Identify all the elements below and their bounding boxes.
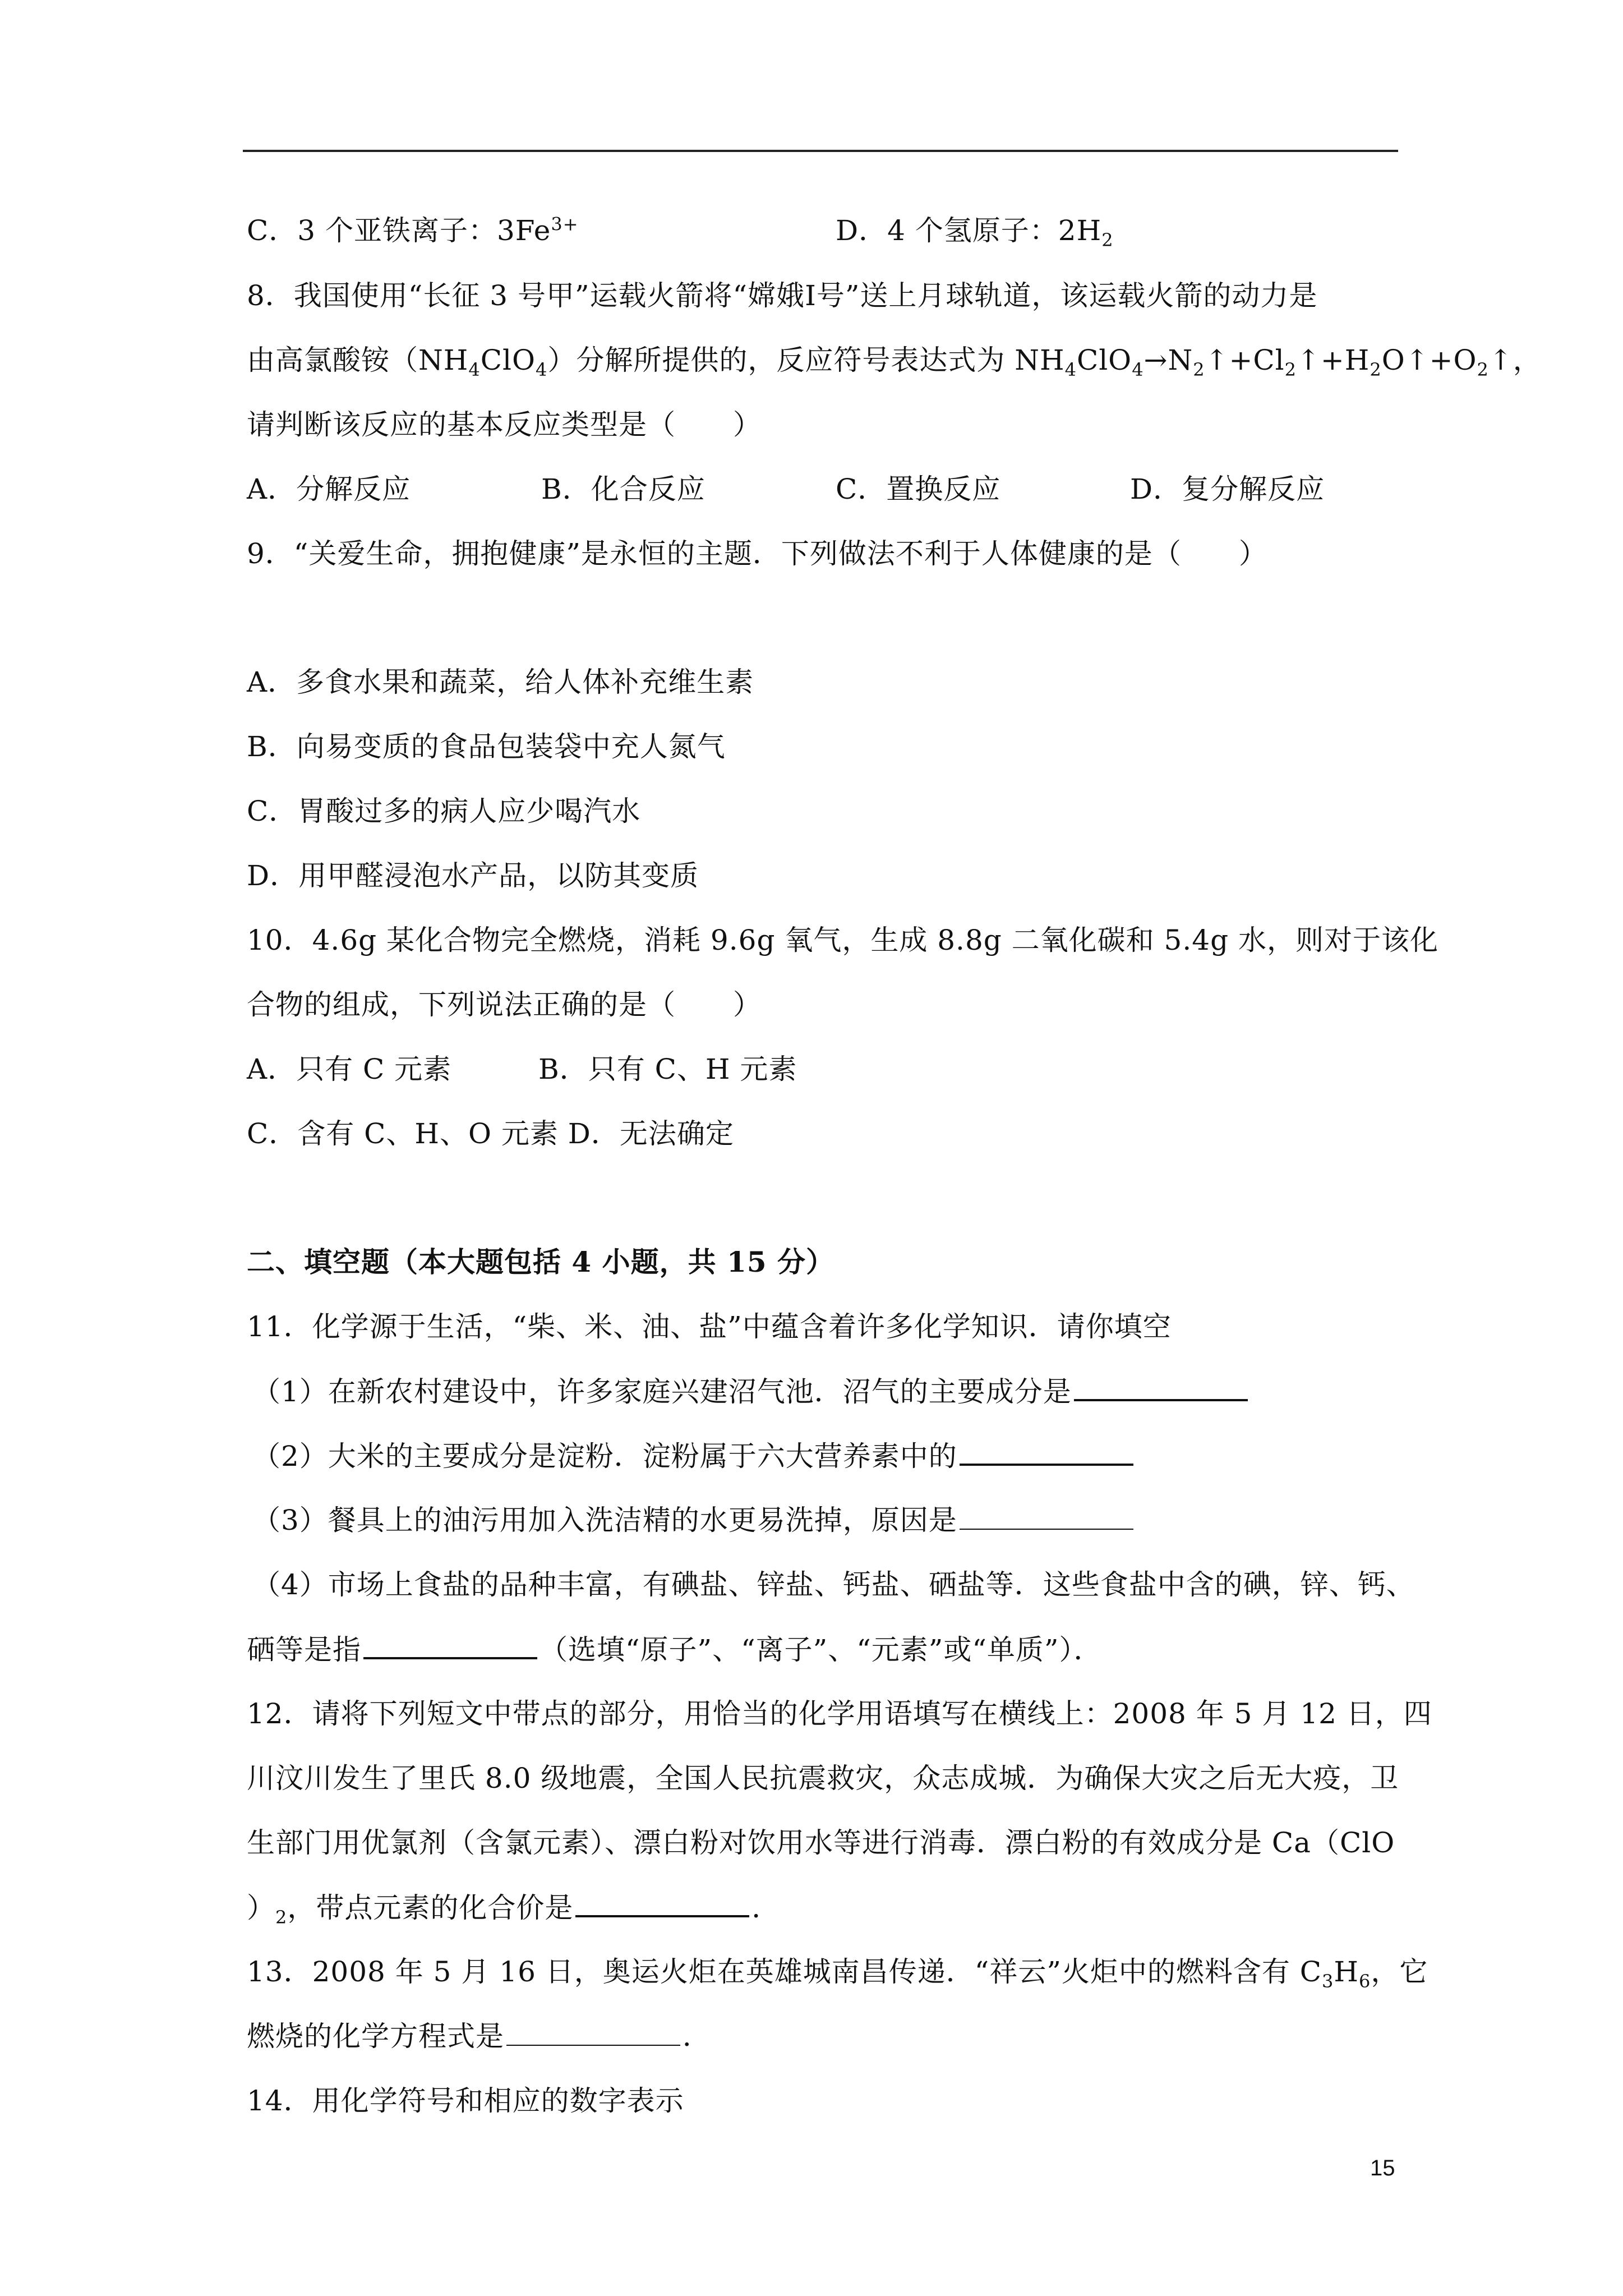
q10-option-b: B．只有 C、H 元素 — [538, 1053, 797, 1085]
q8-options — [247, 472, 1402, 506]
q11-part1: （1）在新农村建设中，许多家庭兴建沼气池．沼气的主要成分是 — [252, 1374, 1250, 1409]
header-rule — [243, 150, 1398, 152]
q8-option-a: A．分解反应 — [247, 473, 411, 505]
q11-answer-blank-4[interactable] — [363, 1632, 537, 1659]
q11-answer-blank-1[interactable] — [1074, 1374, 1248, 1401]
q7-options-row — [247, 213, 1114, 251]
q8-option-b: B．化合反应 — [541, 473, 706, 505]
page-number: 15 — [1370, 2156, 1395, 2180]
q14-stem: 14．用化学符号和相应的数字表示 — [247, 2085, 684, 2117]
q13-line2: 燃烧的化学方程式是 ． — [247, 2020, 711, 2053]
q10-stem-line2: 合物的组成，下列说法正确的是（ ） — [247, 988, 762, 1021]
q8-stem-line2: 由高氯酸铵$(NH_4ClO_4)$分解所提供的，反应符号表达式为 $NH_4ClO_4\to N_2↑+Cl_2↑+H_2O↑+O_2↑$， — [247, 344, 1542, 380]
q7-option-d: D．4 个氢原子：$2H_2$ — [836, 214, 1114, 251]
q9-option-c: C．胃酸过多的病人应少喝汽水 — [247, 795, 641, 827]
q11-stem: 11．化学源于生活，“柴、米、油、盐”中蕴含着许多化学知识．请你填空 — [247, 1310, 1172, 1343]
q9-option-b: B．向易变质的食品包装袋中充人氮气 — [247, 730, 726, 763]
q12-line2: 川汶川发生了里氏 8.0 级地震，全国人民抗震救灾，众志成城．为确保大灾之后无大疫，卫 — [247, 1762, 1399, 1795]
q8-stem-line3: 请判断该反应的基本反应类型是（ ） — [247, 408, 762, 441]
section-title: 二、填空题（本大题包括 4 小题，共 15 分） — [247, 1245, 834, 1278]
q12-line3: 生部门用优氯剂（含氯元素）、漂白粉对饮用水等进行消毒．漂白粉的有效成分是 Ca（ClO — [247, 1826, 1395, 1859]
q10-options-cd: C．含有 C、H、O 元素 D．无法确定 — [247, 1117, 734, 1150]
q8-stem-line1: 8．我国使用“长征 3 号甲”运载火箭将“嫦娥Ⅰ号”送上月球轨道，该运载火箭的动力是 — [247, 279, 1318, 312]
q10-option-a: A．只有 C 元素 — [247, 1053, 452, 1085]
q9-option-d: D．用甲醛浸泡水产品，以防其变质 — [247, 859, 699, 892]
q11-part3: （3）餐具上的油污用加入洗洁精的水更易洗掉，原因是 — [252, 1503, 1136, 1537]
q13-line1: 13．2008 年 5 月 16 日，奥运火炬在英雄城南昌传递．“祥云”火炬中的燃料含有 $C_3H_6$，它 — [247, 1955, 1428, 1992]
q12-line4: ）$_2$，带点元素的化合价是 ． — [247, 1892, 781, 1928]
q11-part4-line1: （4）市场上食盐的品种丰富，有碘盐、锌盐、钙盐、硒盐等．这些食盐中含的碘，锌、钙、 — [252, 1568, 1415, 1601]
q9-option-a: A．多食水果和蔬菜，给人体补充维生素 — [247, 666, 754, 698]
q12-line1: 12．请将下列短文中带点的部分，用恰当的化学用语填写在横线上：2008 年 5 月 12 日，四 — [247, 1697, 1432, 1730]
q13-answer-blank[interactable] — [506, 2020, 680, 2046]
q12-answer-blank[interactable] — [575, 1890, 749, 1917]
q11-answer-blank-3[interactable] — [960, 1504, 1133, 1530]
q11-part4-line2: 硒等是指 （选填“原子”、“离子”、“元素”或“单质”）． — [247, 1634, 1103, 1666]
q10-stem-line1: 10．4.6g 某化合物完全燃烧，消耗 9.6g 氧气，生成 8.8g 二氧化碳和 5.4g 水，则对于该化 — [247, 924, 1438, 956]
q8-option-d: D．复分解反应 — [1130, 473, 1325, 505]
q11-answer-blank-2[interactable] — [960, 1439, 1133, 1466]
q9-stem: 9．“关爱生命，拥抱健康”是永恒的主题．下列做法不利于人体健康的是（ ） — [247, 537, 1267, 570]
q8-option-c: C．置换反应 — [836, 473, 1001, 505]
q7-option-c: C．3 个亚铁离子：$3Fe^{3+}$ — [247, 213, 579, 247]
q10-options-ab — [247, 1052, 1402, 1086]
q11-part2: （2）大米的主要成分是淀粉．淀粉属于六大营养素中的 — [252, 1439, 1136, 1473]
